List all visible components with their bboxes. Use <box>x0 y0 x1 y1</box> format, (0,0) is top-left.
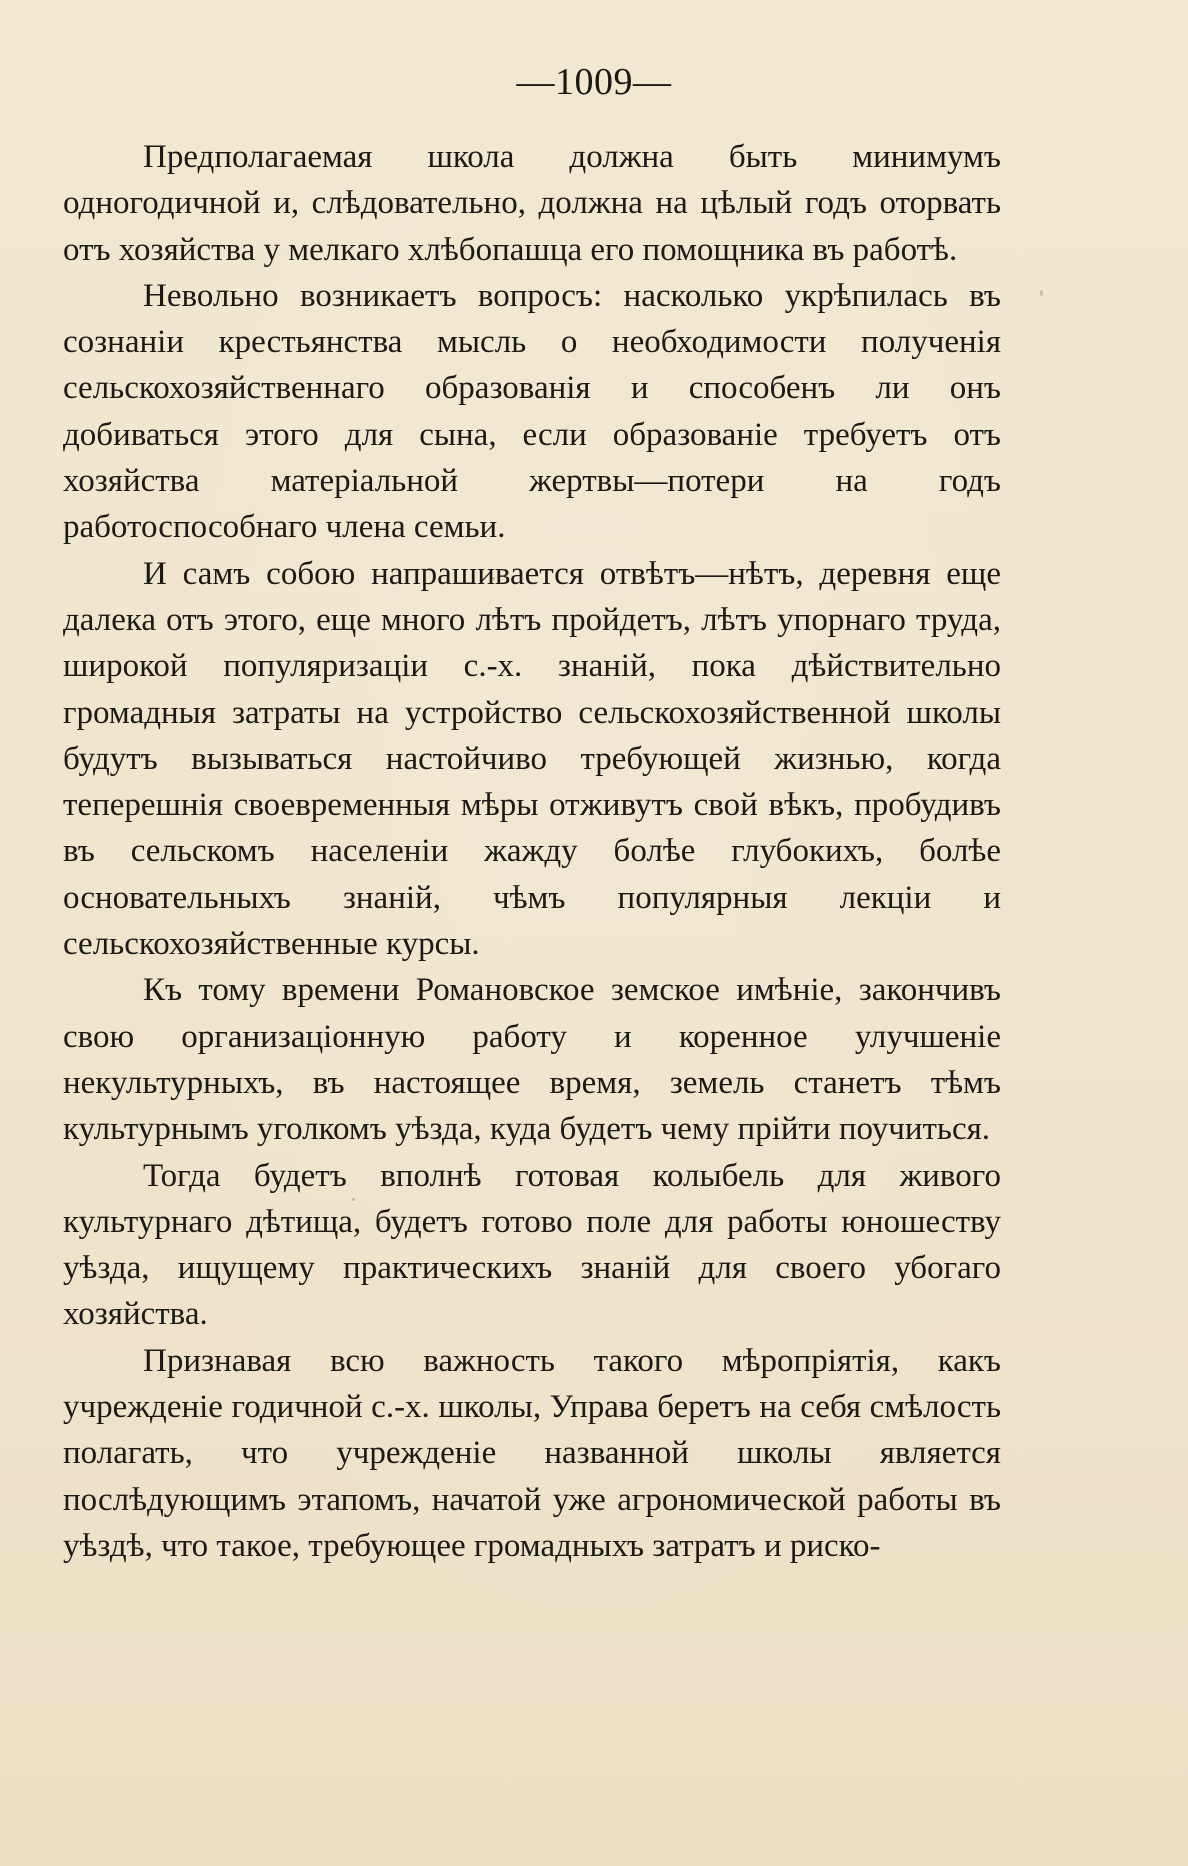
paragraph: Предполагаемая школа должна быть минимумъ одногодичной и, слѣдовательно, должна на цѣлый годъ оторвать отъ хозяйства у мелкаго хлѣбопашца его помощника въ работѣ. <box>63 139 1001 268</box>
paper-speck <box>352 1198 355 1201</box>
body-text <box>63 134 1001 1569</box>
paragraph: Признавая всю важность такого мѣропріятія, какъ учрежденіе годичной с.-х. школы, Управа беретъ на себя смѣлость полагать, что учрежденіе названной школы является послѣдующимъ этапомъ, начатой уже агрономической работы въ уѣздѣ, что такое, требующее громадныхъ затратъ и риско- <box>63 1342 1001 1564</box>
paragraph: Тогда будетъ вполнѣ готовая колыбель для живого культурнаго дѣтища, будетъ готово поле для работы юношеству уѣзда, ищущему практическихъ знаній для своего убогаго хозяйства. <box>63 1157 1001 1333</box>
page-number: —1009— <box>516 61 672 103</box>
paragraph: Невольно возникаетъ вопросъ: насколько укрѣпилась въ сознаніи крестьянства мысль о необходимости полученія сельскохозяйственнаго образованія и способенъ ли онъ добиваться этого для сына, если образованіе требуетъ отъ хозяйства матеріальной жертвы—потери на годъ работоспособнаго члена семьи. <box>63 277 1001 546</box>
paper-speck <box>492 577 495 580</box>
paragraph: И самъ собою напрашивается отвѣтъ—нѣтъ, деревня еще далека отъ этого, еще много лѣтъ пройдетъ, лѣтъ упорнаго труда, широкой популяризаціи с.-х. знаній, пока дѣйствительно громадныя затраты на устройство сельскохозяйственной школы будутъ вызываться настойчиво требующей жизнью, когда теперешнія своевременныя мѣры отживутъ свой вѣкъ, пробудивъ въ сельскомъ населеніи жажду болѣе глубокихъ, болѣе основательныхъ знаній, чѣмъ популярныя лекціи и сельскохозяйственные курсы. <box>63 555 1001 963</box>
paragraph: Къ тому времени Романовское земское имѣніе, закончивъ свою организаціонную работу и коренное улучшеніе некультурныхъ, въ настоящее время, земель станетъ тѣмъ культурнымъ уголкомъ уѣзда, куда будетъ чему прійти поучиться. <box>63 972 1001 1148</box>
paper-speck <box>1040 290 1043 296</box>
